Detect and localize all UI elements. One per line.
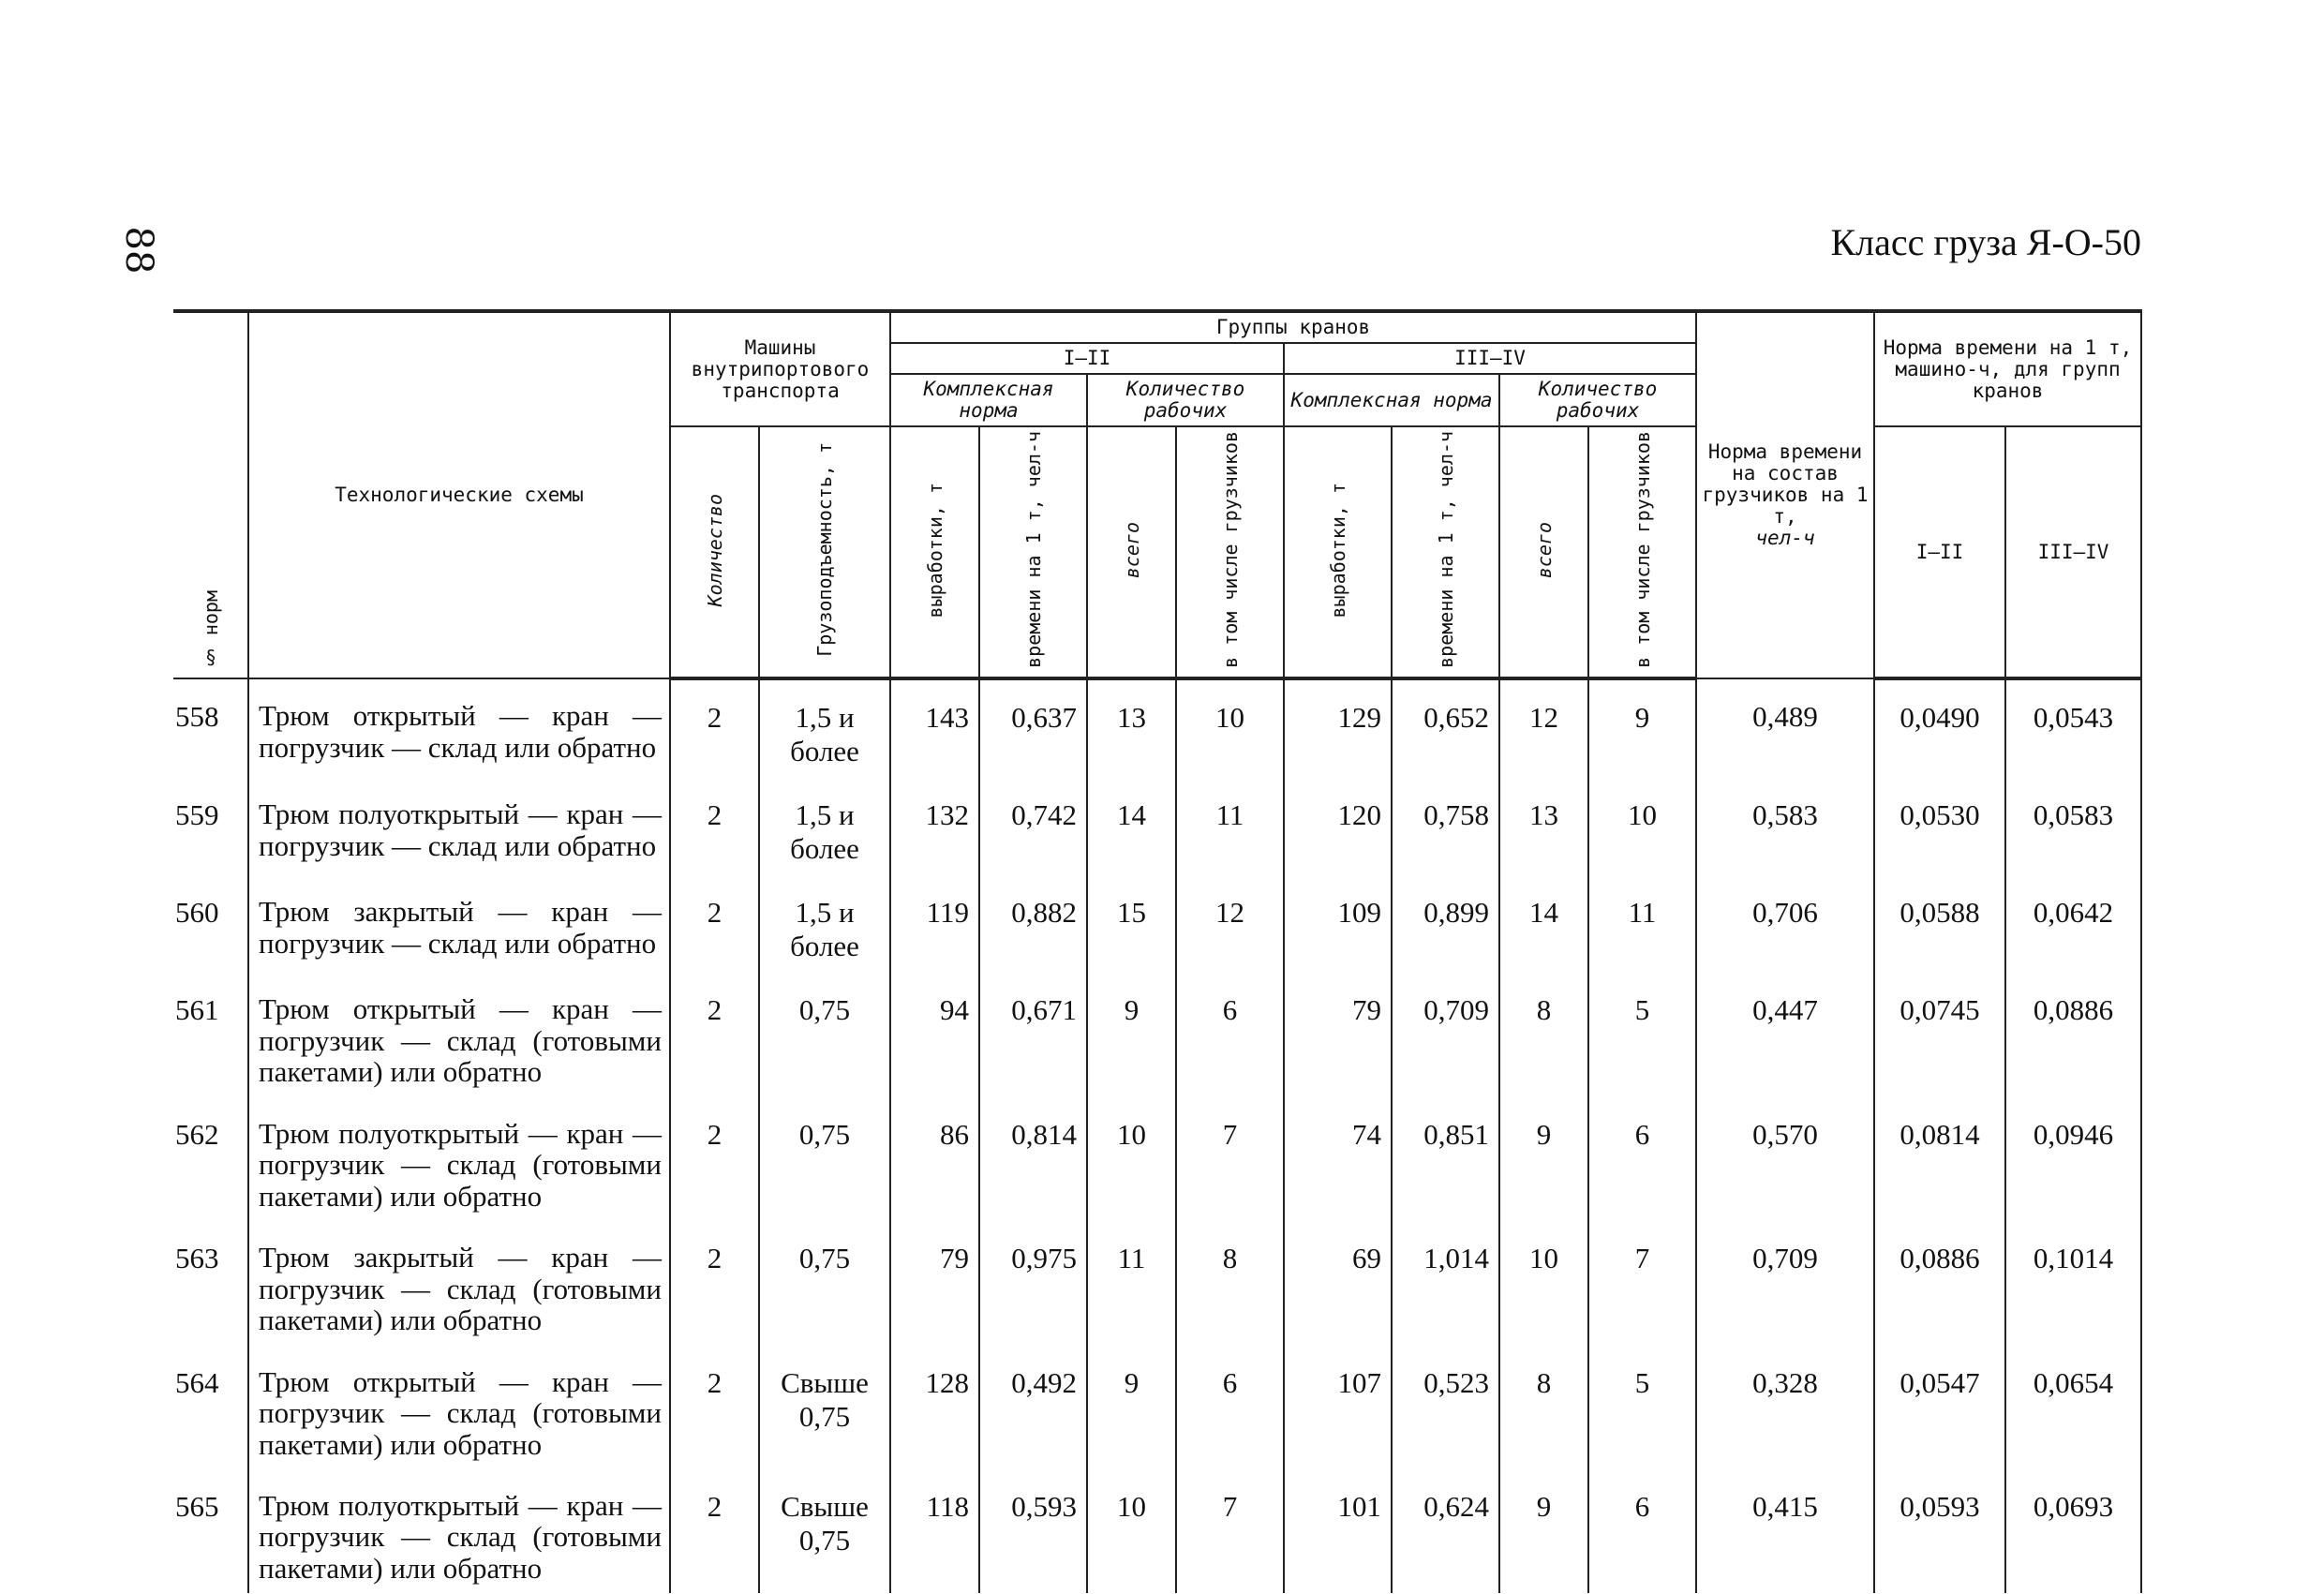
- cell-loaders-1: 6: [1176, 1346, 1284, 1469]
- header-norm-no: § норм: [173, 311, 248, 678]
- cell-output-2: 69: [1284, 1221, 1392, 1345]
- cell-qty: 2: [670, 678, 759, 778]
- cell-loader-time: 0,583: [1696, 778, 1874, 875]
- cell-loaders-2: 5: [1588, 1346, 1696, 1469]
- cell-total-1: 10: [1087, 1469, 1176, 1593]
- table-row: [173, 1346, 2141, 1469]
- cell-total-2: 14: [1499, 875, 1588, 973]
- cell-output-1: 143: [890, 678, 979, 778]
- cell-mt-3-4: 0,0583: [2005, 778, 2141, 875]
- cell-total-1: 10: [1087, 1097, 1176, 1221]
- cell-norm-no: 562: [173, 1097, 248, 1221]
- cell-time-2: 0,758: [1392, 778, 1499, 875]
- header-complex-norm-1: Комплексная норма: [890, 374, 1087, 426]
- cell-time-2: 0,523: [1392, 1346, 1499, 1469]
- header-group-3-4: III—IV: [1284, 343, 1696, 374]
- header-mt-1-2: I—II: [1874, 426, 2005, 678]
- cell-capacity: Свыше 0,75: [759, 1346, 890, 1469]
- cell-scheme: Трюм открытый — кран — погрузчик — склад (готовыми пакетами) или обратно: [248, 973, 670, 1096]
- cell-output-2: 74: [1284, 1097, 1392, 1221]
- cell-total-2: 8: [1499, 973, 1588, 1096]
- cell-norm-no: 559: [173, 778, 248, 875]
- cell-time-1: 0,975: [979, 1221, 1087, 1345]
- cell-norm-no: 564: [173, 1346, 248, 1469]
- cell-total-2: 9: [1499, 1469, 1588, 1593]
- header-crane-groups: Группы кранов: [890, 311, 1696, 343]
- cell-capacity: 1,5 и более: [759, 778, 890, 875]
- cell-time-1: 0,671: [979, 973, 1087, 1096]
- cell-time-1: 0,742: [979, 778, 1087, 875]
- cell-total-1: 13: [1087, 678, 1176, 778]
- cell-output-1: 132: [890, 778, 979, 875]
- table-row: [173, 1221, 2141, 1345]
- cell-output-1: 128: [890, 1346, 979, 1469]
- table-row: [173, 1097, 2141, 1221]
- cell-norm-no: 563: [173, 1221, 248, 1345]
- header-output-2: выработки, т: [1284, 426, 1392, 678]
- cell-loaders-2: 6: [1588, 1097, 1696, 1221]
- cell-time-1: 0,637: [979, 678, 1087, 778]
- cell-total-2: 9: [1499, 1097, 1588, 1221]
- cell-loader-time: 0,328: [1696, 1346, 1874, 1469]
- cell-time-1: 0,593: [979, 1469, 1087, 1593]
- cell-loader-time: 0,489: [1696, 678, 1874, 778]
- page-number: 88: [117, 226, 160, 275]
- cell-time-1: 0,814: [979, 1097, 1087, 1221]
- cell-loaders-2: 6: [1588, 1469, 1696, 1593]
- cell-time-2: 0,652: [1392, 678, 1499, 778]
- cell-loaders-1: 8: [1176, 1221, 1284, 1345]
- cell-time-1: 0,492: [979, 1346, 1087, 1469]
- cell-capacity: 1,5 и более: [759, 678, 890, 778]
- cell-output-2: 79: [1284, 973, 1392, 1096]
- cell-total-2: 12: [1499, 678, 1588, 778]
- cell-output-1: 94: [890, 973, 979, 1096]
- cell-total-1: 9: [1087, 1346, 1176, 1469]
- cell-total-2: 10: [1499, 1221, 1588, 1345]
- cell-qty: 2: [670, 1097, 759, 1221]
- cell-capacity: Свыше 0,75: [759, 1469, 890, 1593]
- header-workers-1: Количество рабочих: [1087, 374, 1284, 426]
- header-schemes: Технологические схемы: [248, 311, 670, 678]
- cell-mt-1-2: 0,0547: [1874, 1346, 2005, 1469]
- cell-time-1: 0,882: [979, 875, 1087, 973]
- cell-scheme: Трюм закрытый — кран — погрузчик — склад или обратно: [248, 875, 670, 973]
- cell-mt-3-4: 0,0642: [2005, 875, 2141, 973]
- cell-loaders-1: 7: [1176, 1469, 1284, 1593]
- cell-mt-1-2: 0,0530: [1874, 778, 2005, 875]
- cell-time-2: 0,899: [1392, 875, 1499, 973]
- cell-output-2: 107: [1284, 1346, 1392, 1469]
- cell-mt-1-2: 0,0886: [1874, 1221, 2005, 1345]
- cargo-class-heading: Класс груза Я-О-50: [1830, 221, 2141, 263]
- cell-loaders-2: 7: [1588, 1221, 1696, 1345]
- header-machine-time: Норма времени на 1 т, машино-ч, для групп кранов: [1874, 311, 2141, 426]
- header-loaders-1: в том числе грузчиков: [1176, 426, 1284, 678]
- norms-table: [173, 309, 2142, 1593]
- cell-loader-time: 0,709: [1696, 1221, 1874, 1345]
- cell-output-1: 79: [890, 1221, 979, 1345]
- cell-qty: 2: [670, 1469, 759, 1593]
- cell-scheme: Трюм полуоткрытый — кран — погрузчик — склад (готовыми пакетами) или обратно: [248, 1469, 670, 1593]
- cell-total-2: 13: [1499, 778, 1588, 875]
- cell-output-1: 86: [890, 1097, 979, 1221]
- cell-scheme: Трюм открытый — кран — погрузчик — склад (готовыми пакетами) или обратно: [248, 1346, 670, 1469]
- cell-mt-1-2: 0,0745: [1874, 973, 2005, 1096]
- cell-time-2: 0,851: [1392, 1097, 1499, 1221]
- cell-qty: 2: [670, 778, 759, 875]
- cell-mt-3-4: 0,0886: [2005, 973, 2141, 1096]
- cell-time-2: 1,014: [1392, 1221, 1499, 1345]
- header-count: Количество: [670, 426, 759, 678]
- cell-mt-1-2: 0,0588: [1874, 875, 2005, 973]
- cell-norm-no: 560: [173, 875, 248, 973]
- cell-total-1: 15: [1087, 875, 1176, 973]
- header-time-2: времени на 1 т, чел-ч: [1392, 426, 1499, 678]
- cell-scheme: Трюм открытый — кран — погрузчик — склад или обратно: [248, 678, 670, 778]
- cell-scheme: Трюм закрытый — кран — погрузчик — склад (готовыми пакетами) или обратно: [248, 1221, 670, 1345]
- cell-mt-3-4: 0,0693: [2005, 1469, 2141, 1593]
- table-row: [173, 1469, 2141, 1593]
- cell-loader-time: 0,415: [1696, 1469, 1874, 1593]
- cell-norm-no: 565: [173, 1469, 248, 1593]
- cell-loaders-1: 6: [1176, 973, 1284, 1096]
- header-total-1: всего: [1087, 426, 1176, 678]
- cell-loaders-1: 11: [1176, 778, 1284, 875]
- table-row: [173, 875, 2141, 973]
- cell-loaders-1: 7: [1176, 1097, 1284, 1221]
- cell-output-2: 129: [1284, 678, 1392, 778]
- cell-mt-3-4: 0,0543: [2005, 678, 2141, 778]
- cell-loader-time: 0,570: [1696, 1097, 1874, 1221]
- cell-loaders-2: 10: [1588, 778, 1696, 875]
- header-capacity: Грузоподъемность, т: [759, 426, 890, 678]
- cell-capacity: 0,75: [759, 973, 890, 1096]
- cell-mt-1-2: 0,0593: [1874, 1469, 2005, 1593]
- table-row: [173, 973, 2141, 1096]
- cell-mt-1-2: 0,0490: [1874, 678, 2005, 778]
- cell-qty: 2: [670, 875, 759, 973]
- cell-scheme: Трюм полуоткрытый — кран — погрузчик — склад (готовыми пакетами) или обратно: [248, 1097, 670, 1221]
- cell-total-2: 8: [1499, 1346, 1588, 1469]
- header-time-1: времени на 1 т, чел-ч: [979, 426, 1087, 678]
- cell-loaders-2: 11: [1588, 875, 1696, 973]
- table-row: [173, 678, 2141, 778]
- table-row: [173, 778, 2141, 875]
- cell-time-2: 0,709: [1392, 973, 1499, 1096]
- cell-norm-no: 561: [173, 973, 248, 1096]
- header-group-1-2: I—II: [890, 343, 1284, 374]
- cell-capacity: 0,75: [759, 1221, 890, 1345]
- header-mt-3-4: III—IV: [2005, 426, 2141, 678]
- header-workers-2: Количество рабочих: [1499, 374, 1696, 426]
- table-body: [173, 678, 2141, 1593]
- cell-mt-3-4: 0,0654: [2005, 1346, 2141, 1469]
- header-machines: Машины внутрипортового транспорта: [670, 311, 890, 426]
- cell-qty: 2: [670, 1346, 759, 1469]
- cell-capacity: 1,5 и более: [759, 875, 890, 973]
- header-loaders-2: в том числе грузчиков: [1588, 426, 1696, 678]
- cell-norm-no: 558: [173, 678, 248, 778]
- cell-total-1: 14: [1087, 778, 1176, 875]
- cell-loaders-1: 12: [1176, 875, 1284, 973]
- cell-loader-time: 0,706: [1696, 875, 1874, 973]
- cell-mt-1-2: 0,0814: [1874, 1097, 2005, 1221]
- cell-total-1: 11: [1087, 1221, 1176, 1345]
- cell-output-2: 109: [1284, 875, 1392, 973]
- cell-output-1: 118: [890, 1469, 979, 1593]
- cell-scheme: Трюм полуоткрытый — кран — погрузчик — склад или обратно: [248, 778, 670, 875]
- cell-loaders-2: 9: [1588, 678, 1696, 778]
- cell-mt-3-4: 0,1014: [2005, 1221, 2141, 1345]
- header-complex-norm-2: Комплексная норма: [1284, 374, 1499, 426]
- cell-output-2: 101: [1284, 1469, 1392, 1593]
- cell-loaders-2: 5: [1588, 973, 1696, 1096]
- cell-qty: 2: [670, 973, 759, 1096]
- header-output-1: выработки, т: [890, 426, 979, 678]
- cell-output-2: 120: [1284, 778, 1392, 875]
- cell-loaders-1: 10: [1176, 678, 1284, 778]
- table-header: [173, 311, 2141, 678]
- cell-loader-time: 0,447: [1696, 973, 1874, 1096]
- cell-capacity: 0,75: [759, 1097, 890, 1221]
- header-total-2: всего: [1499, 426, 1588, 678]
- cell-total-1: 9: [1087, 973, 1176, 1096]
- cell-time-2: 0,624: [1392, 1469, 1499, 1593]
- header-loader-time: Норма времени на состав грузчиков на 1 т, чел-ч: [1696, 311, 1874, 678]
- cell-output-1: 119: [890, 875, 979, 973]
- cell-qty: 2: [670, 1221, 759, 1345]
- cell-mt-3-4: 0,0946: [2005, 1097, 2141, 1221]
